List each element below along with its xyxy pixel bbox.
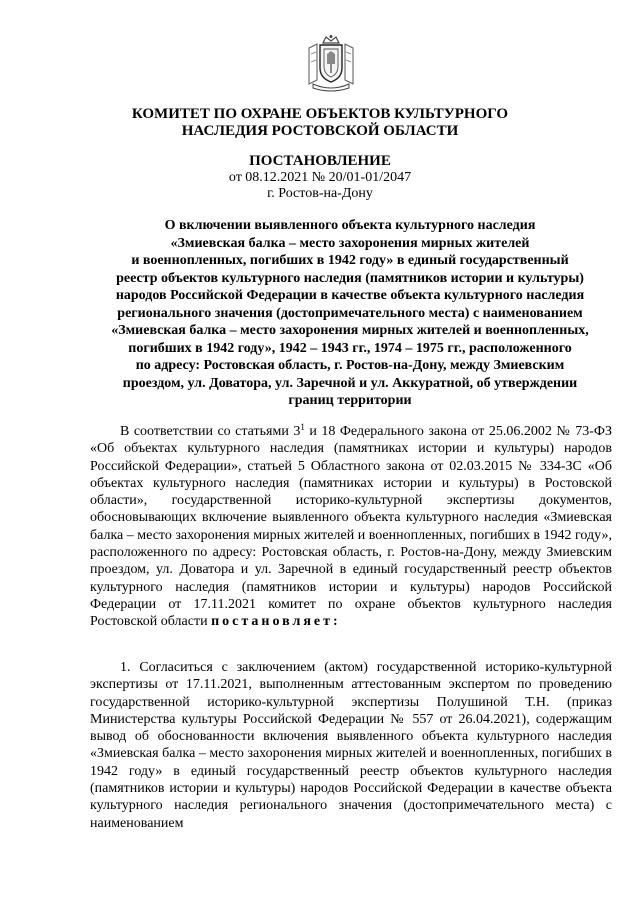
subject-line: проездом, ул. Доватора, ул. Заречной и ул. Аккуратной, об утверждении xyxy=(122,375,578,391)
decree-date-number: от 08.12.2021 № 20/01-01/2047 xyxy=(228,170,412,185)
subject-line: «Змиевская балка – место захоронения мирных жителей xyxy=(170,235,530,251)
preamble-text-rest: и 18 Федерального закона от 25.06.2002 № 73-ФЗ «Об объектах культурного наследия (памятниках истории и культуры) народов Российской Федерации», статьей 5 Областного закона от 02.03.2015 № 334-ЗС «Об объектах культурного наследия (памятниках истории и культуры) в Ростовской области», государственной историко-культурной экспертизы документов, обосновывающих включение выявленного объекта культурного наследия «Змиевская балка – место захоронения мирных жителей и военнопленных, погибших в 1942 году», расположенного по адресу: Ростовская область, г. Ростов-на-Дону, между Змиевским проездом, ул. Доватора и ул. Заречной в единый государственный реестр объектов культурного наследия (памятников истории и культуры) народов Российской Федерации от 17.11.2021 комитет по охране объектов культурного наследия Ростовской области xyxy=(90,424,612,630)
subject-line: границ территории xyxy=(288,393,412,408)
subject-line: погибших в 1942 году», 1942 – 1943 гг., 1974 – 1975 гг., расположенного xyxy=(128,340,572,356)
resolves-word: постановляет: xyxy=(211,614,341,630)
preamble-paragraph xyxy=(90,423,612,631)
article-superscript: 1 xyxy=(300,422,305,432)
committee-name xyxy=(0,106,640,140)
coat-of-arms-icon xyxy=(305,34,357,92)
subject-line: реестр объектов культурного наследия (памятников истории и культуры) xyxy=(116,270,584,286)
subject-line: О включении выявленного объекта культурного наследия xyxy=(164,218,536,233)
decree-city: г. Ростов-на-Дону xyxy=(267,186,373,201)
committee-line: НАСЛЕДИЯ РОСТОВСКОЙ ОБЛАСТИ xyxy=(181,123,459,139)
clause-1-paragraph: 1. Согласиться с заключением (актом) государственной историко-культурной экспертизы от 17.11.2021, выполненным аттестованным экспертом по проведению государственной историко-культурной экспертизы Полушиной Т.Н. (приказ Министерства культуры Российской Федерации № 557 от 26.04.2021), содержащим вывод об обоснованности включения выявленного объекта культурного наследия «Змиевская балка – место захоронения мирных жителей и военнопленных, погибших в 1942 году» в единый государственный реестр объектов культурного наследия (памятников истории и культуры) народов Российской Федерации в качестве объекта культурного наследия регионального значения (достопримечательного места) с наименованием xyxy=(90,660,612,831)
subject-line: регионального значения (достопримечательного места) с наименованием xyxy=(117,305,583,321)
subject-line: народов Российской Федерации в качестве объекта культурного наследия xyxy=(115,288,585,303)
subject-line: по адресу: Ростовская область, г. Ростов-на-Дону, между Змиевским xyxy=(135,358,565,373)
decree-subject xyxy=(88,217,612,410)
decree-meta xyxy=(0,170,640,202)
preamble-text-start: В соответствии со статьями 3 xyxy=(120,424,301,439)
subject-line: «Змиевская балка – место захоронения мирных жителей и военнопленных, xyxy=(111,323,589,338)
subject-line: и военнопленных, погибших в 1942 году» в единый государственный xyxy=(131,253,569,268)
decree-title: ПОСТАНОВЛЕНИЕ xyxy=(249,153,391,169)
committee-line: КОМИТЕТ ПО ОХРАНЕ ОБЪЕКТОВ КУЛЬТУРНОГО xyxy=(131,106,509,122)
